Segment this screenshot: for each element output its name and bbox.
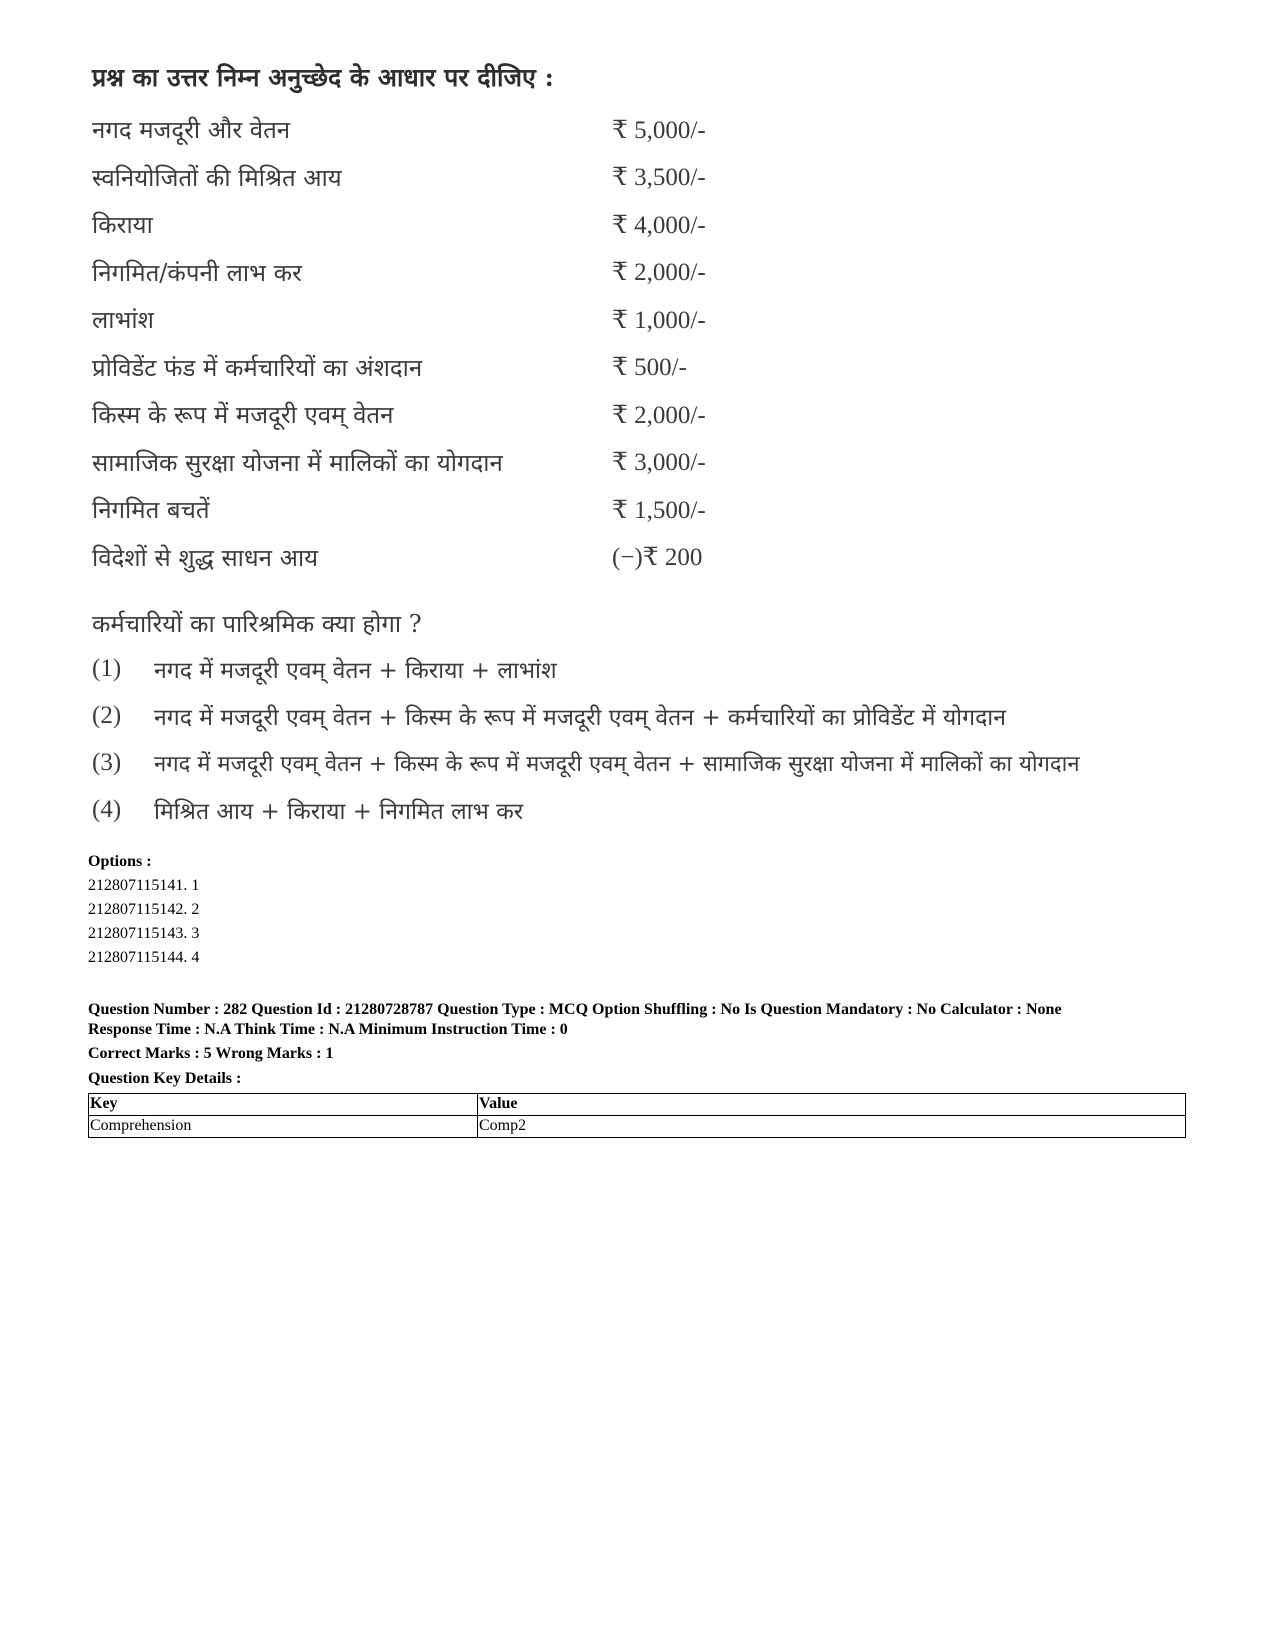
item-label: सामाजिक सुरक्षा योजना में मालिकों का योगदान	[92, 448, 503, 477]
option-line: 212807115143. 3	[88, 925, 200, 942]
item-amount: (−)₹ 200	[612, 544, 703, 572]
item-label: विदेशों से शुद्ध साधन आय	[92, 543, 319, 572]
key-table	[88, 1093, 1186, 1138]
table-cell: Comp2	[478, 1116, 1186, 1138]
options-title: Options :	[88, 853, 152, 870]
list-item	[92, 486, 1212, 534]
choice-text: नगद में मजदूरी एवम् वेतन + किराया + लाभांश	[154, 657, 557, 684]
list-item	[92, 439, 1212, 487]
table-row	[89, 1116, 1186, 1138]
option-line: 212807115142. 2	[88, 901, 200, 918]
question-text: कर्मचारियों का पारिश्रमिक क्या होगा ?	[92, 610, 422, 638]
choice-text: नगद में मजदूरी एवम् वेतन + किस्म के रूप में मजदूरी एवम् वेतन + सामाजिक सुरक्षा योजना में मालिकों का योगदान	[154, 751, 1080, 777]
marks-line: Correct Marks : 5 Wrong Marks : 1	[88, 1045, 334, 1062]
choice-item	[92, 786, 1212, 833]
item-label: निगमित बचतें	[92, 496, 210, 525]
table-header-cell: Value	[478, 1094, 1186, 1116]
item-amount: ₹ 1,000/-	[612, 306, 706, 334]
item-label: स्वनियोजितों की मिश्रित आय	[92, 163, 342, 192]
income-items-list	[92, 106, 1212, 581]
passage-image	[92, 58, 1212, 833]
question-info-line: Question Number : 282 Question Id : 21280728787 Question Type : MCQ Option Shuffling : No Is Question Mandatory : No Calculator : None	[88, 1001, 1062, 1018]
choices-list	[92, 645, 1212, 833]
list-item	[92, 344, 1212, 392]
choice-item	[92, 739, 1212, 786]
question-info	[88, 1000, 1188, 1040]
list-item	[92, 106, 1212, 154]
table-cell: Comprehension	[89, 1116, 478, 1138]
item-label: नगद मजदूरी और वेतन	[92, 116, 291, 145]
question-meta	[88, 850, 1188, 1138]
item-label: लाभांश	[92, 306, 154, 335]
choice-text: नगद में मजदूरी एवम् वेतन + किस्म के रूप में मजदूरी एवम् वेतन + कर्मचारियों का प्रोविडेंट में योगदान	[154, 704, 1007, 731]
choice-text: मिश्रित आय + किराया + निगमित लाभ कर	[154, 798, 524, 825]
item-label: किराया	[92, 211, 153, 240]
item-label: प्रोविडेंट फंड में कर्मचारियों का अंशदान	[92, 353, 423, 382]
item-amount: ₹ 2,000/-	[612, 259, 706, 287]
item-label: किस्म के रूप में मजदूरी एवम् वेतन	[92, 401, 394, 430]
list-item	[92, 154, 1212, 202]
item-amount: ₹ 1,500/-	[612, 496, 706, 524]
item-amount: ₹ 3,000/-	[612, 449, 706, 477]
list-item	[92, 296, 1212, 344]
choice-number: (2)	[92, 701, 122, 729]
question-info-line: Response Time : N.A Think Time : N.A Minimum Instruction Time : 0	[88, 1021, 568, 1038]
list-item	[92, 391, 1212, 439]
item-label: निगमित/कंपनी लाभ कर	[92, 258, 302, 287]
choice-number: (4)	[92, 795, 122, 823]
list-item	[92, 201, 1212, 249]
item-amount: ₹ 5,000/-	[612, 116, 706, 144]
choice-item	[92, 692, 1212, 739]
item-amount: ₹ 2,000/-	[612, 401, 706, 429]
option-line: 212807115144. 4	[88, 949, 200, 966]
item-amount: ₹ 4,000/-	[612, 211, 706, 239]
item-amount: ₹ 500/-	[612, 354, 687, 382]
table-header-cell: Key	[89, 1094, 478, 1116]
passage-heading: प्रश्न का उत्तर निम्न अनुच्छेद के आधार पर दीजिए :	[92, 63, 554, 92]
table-header-row	[89, 1094, 1186, 1116]
option-line: 212807115141. 1	[88, 877, 200, 894]
choice-number: (3)	[92, 748, 122, 776]
list-item	[92, 534, 1212, 582]
key-details-title: Question Key Details :	[88, 1070, 242, 1087]
list-item	[92, 249, 1212, 297]
item-amount: ₹ 3,500/-	[612, 164, 706, 192]
choice-number: (1)	[92, 654, 122, 682]
choice-item	[92, 645, 1212, 692]
